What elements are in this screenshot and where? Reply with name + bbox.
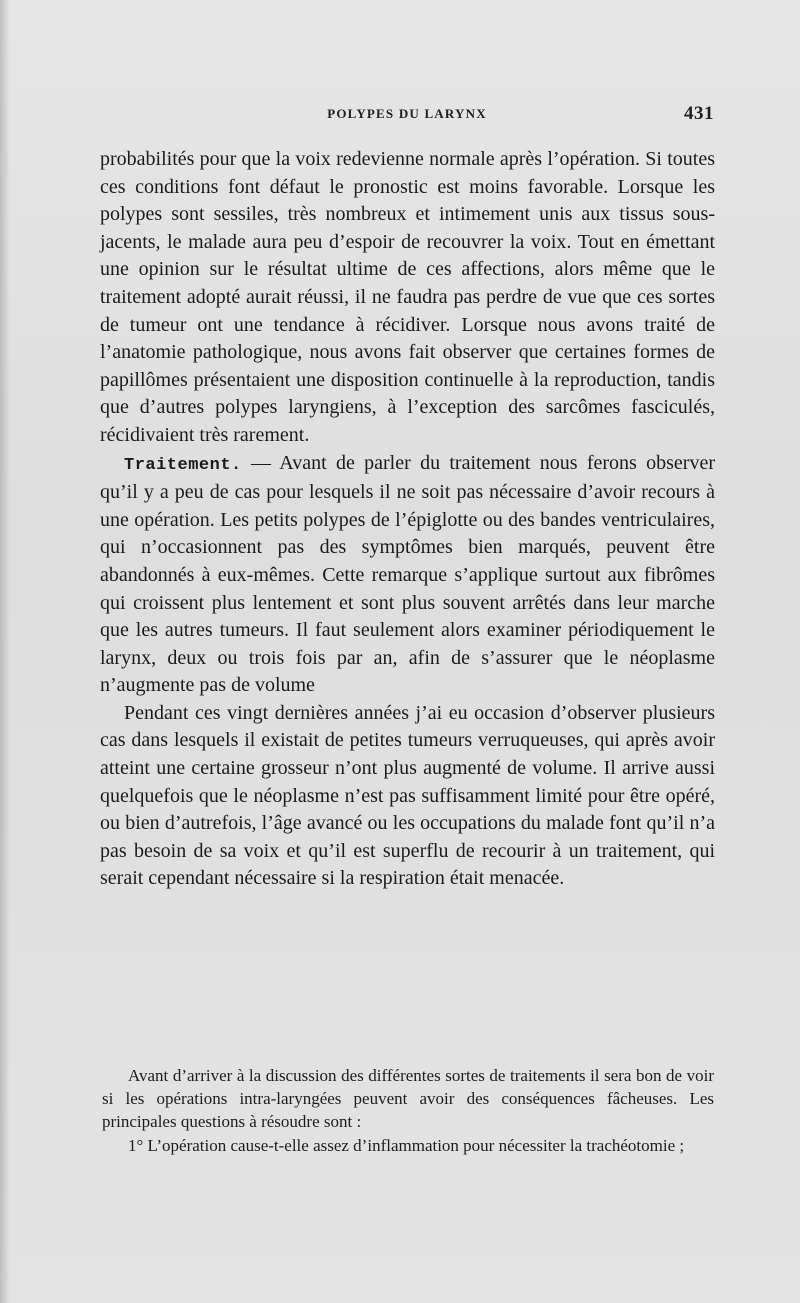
- paragraph-prognosis: probabilités pour que la voix redevienne normale après l’opération. Si toutes ces conditions font défaut le pronostic est moins favorable. Lorsque les polypes sont sessiles, très nombreux et intimement unis aux tissus sous-jacents, le malade aura peu d’espoir de recouvrer la voix. Tout en émettant une opinion sur le résultat ultime de ces affections, alors même que le traitement adopté aurait réussi, il ne faudra pas perdre de vue que ces sortes de tumeur ont une tendance à récidiver. Lorsque nous avons traité de l’anatomie pathologique, nous avons fait observer que certaines formes de papillômes présentaient une disposition continuelle à la reproduction, tandis que d’autres polypes laryngiens, à l’exception des sarcômes fasciculés, récidivaient très rarement.: [100, 148, 715, 446]
- small-print-section: [102, 1064, 714, 1157]
- treatment-text: — Avant de parler du traitement nous ferons observer qu’il y a peu de cas pour lesquels il ne soit pas nécessaire d’avoir recours à une opération. Les petits polypes de l’épiglotte ou des bandes ventriculaires, qui n’occasionnent pas des symptômes bien marqués, peuvent être abandonnés à eux-mêmes. Cette remarque s’applique surtout aux fibrômes qui croissent plus lentement et sont plus souvent arrêtés dans leur marche que les autres tumeurs. Il faut seulement alors examiner périodiquement le larynx, deux ou trois fois par an, afin de s’assurer que le néoplasme n’augmente pas de volume: [100, 451, 715, 697]
- page-number: 431: [684, 103, 714, 124]
- page-header: [100, 104, 714, 132]
- main-text: [100, 146, 715, 893]
- paragraph-treatment: [100, 450, 715, 700]
- page-gutter-shadow: [0, 0, 10, 1303]
- question-item-1: 1° L’opération cause-t-elle assez d’inflammation pour nécessiter la trachéotomie ;: [128, 1135, 685, 1155]
- small-print-intro: Avant d’arriver à la discussion des différentes sortes de traitements il sera bon de voir si les opérations intra-laryngées peuvent avoir des conséquences fâcheuses. Les principales questions à résoudre sont :: [102, 1066, 714, 1132]
- paragraph-observations: Pendant ces vingt dernières années j’ai eu occasion d’observer plusieurs cas dans lesquels il existait de petites tumeurs verruqueuses, qui après avoir atteint une certaine grosseur n’ont plus augmenté de volume. Il arrive aussi quelquefois que le néoplasme n’est pas suffisamment limité pour être opéré, ou bien d’autrefois, l’âge avancé ou les occupations du malade font qu’il n’a pas besoin de sa voix et qu’il est superflu de recourir à un traitement, qui serait cependant nécessaire si la respiration était menacée.: [100, 701, 715, 890]
- running-title: POLYPES DU LARYNX: [327, 106, 487, 121]
- treatment-heading: Traitement.: [124, 455, 242, 475]
